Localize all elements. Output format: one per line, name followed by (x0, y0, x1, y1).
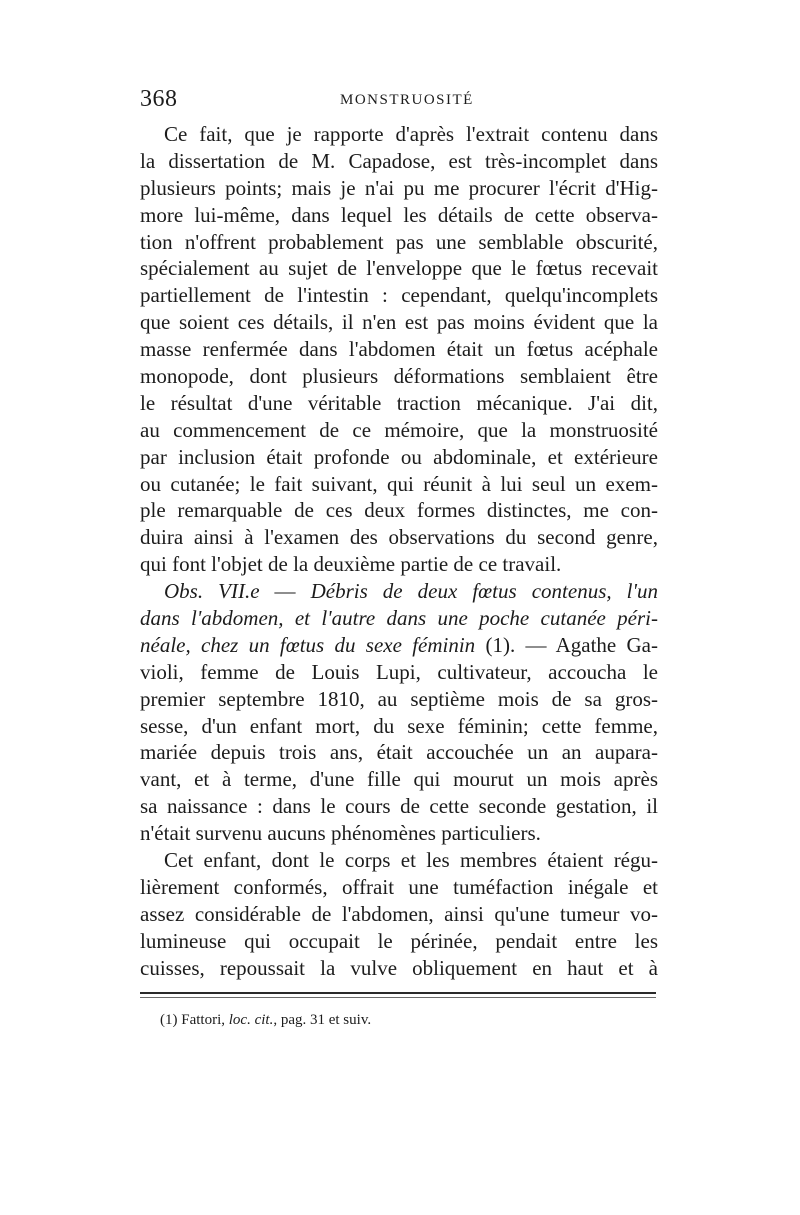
text-line: Cet enfant, dont le corps et les membres étaient régu- (164, 848, 658, 873)
obs-dash: — (259, 579, 311, 604)
text-line: masse renfermée dans l'abdomen était un fœtus acéphale (140, 337, 658, 362)
text-line: ou cutanée; le fait suivant, qui réunit à lui seul un exem- (140, 471, 658, 496)
text-line: n'était survenu aucuns phénomènes particuliers. (140, 821, 541, 846)
observation-heading (140, 578, 658, 605)
footnote (160, 1012, 371, 1029)
text-line: mariée depuis trois ans, était accouchée un an aupara- (140, 740, 658, 765)
text-line: Ce fait, que je rapporte d'après l'extrait contenu dans (164, 122, 658, 146)
obs-title: Débris de deux fœtus contenus, l'un (310, 579, 658, 604)
text-line: lumineuse qui occupait le périnée, pendait entre les (140, 928, 658, 953)
text-line: cuisses, repoussait la vulve obliquement en haut et à (140, 955, 658, 980)
obs-title-end: néale, chez un fœtus du sexe féminin (140, 632, 476, 657)
observation-title-line (140, 632, 658, 659)
text-line: le résultat d'une véritable traction mécanique. J'ai dit, (140, 390, 658, 415)
text-line: par inclusion était profonde ou abdominale, et extérieure (140, 444, 658, 469)
text-line: qui font l'objet de la deuxième partie de ce travail. (140, 552, 562, 577)
text-line: sesse, d'un enfant mort, du sexe féminin; cette femme, (140, 713, 658, 738)
text-line: duira ainsi à l'examen des observations du second genre, (140, 525, 658, 550)
obs-text-start: (1). — Agathe Ga- (475, 632, 658, 657)
text-line: more lui-même, dans lequel les détails de cette observa- (140, 202, 658, 227)
text-line: que soient ces détails, il n'en est pas moins évident que la (140, 310, 658, 335)
text-line: la dissertation de M. Capadose, est très-incomplet dans (140, 148, 658, 173)
text-line: premier septembre 1810, au septième mois de sa gros- (140, 686, 658, 711)
body-text (140, 121, 658, 982)
observation-title-line: dans l'abdomen, et l'autre dans une poche cutanée péri- (140, 606, 658, 631)
page-number: 368 (140, 86, 178, 112)
footnote-mark: (1) Fattori, (160, 1012, 229, 1028)
running-title: MONSTRUOSITÉ (340, 92, 474, 108)
text-line: lièrement conformés, offrait une tuméfaction inégale et (140, 874, 658, 899)
text-line: vant, et à terme, d'une fille qui mourut un mois après (140, 767, 658, 792)
footnote-ref: loc. cit. (228, 1012, 274, 1028)
text-line: partiellement de l'intestin : cependant, quelqu'incomplets (140, 283, 658, 308)
obs-label: Obs. VII.e (164, 579, 260, 604)
text-line: au commencement de ce mémoire, que la monstruosité (140, 417, 658, 442)
text-line: plusieurs points; mais je n'ai pu me procurer l'écrit d'Hig- (140, 175, 658, 200)
footnote-rest: , pag. 31 et suiv. (273, 1012, 372, 1028)
text-line: violi, femme de Louis Lupi, cultivateur, accoucha le (140, 659, 658, 684)
text-line: assez considérable de l'abdomen, ainsi qu'une tumeur vo- (140, 901, 658, 926)
text-line: ple remarquable de ces deux formes distinctes, me con- (140, 498, 658, 523)
footnote-rule-thin (140, 997, 656, 998)
text-line: sa naissance : dans le cours de cette seconde gestation, il (140, 794, 658, 819)
text-line: monopode, dont plusieurs déformations semblaient être (140, 364, 658, 389)
footnote-rule (140, 992, 656, 994)
text-line: tion n'offrent probablement pas une semblable obscurité, (140, 229, 658, 254)
running-head (140, 86, 658, 116)
text-line: spécialement au sujet de l'enveloppe que le fœtus recevait (140, 256, 658, 281)
